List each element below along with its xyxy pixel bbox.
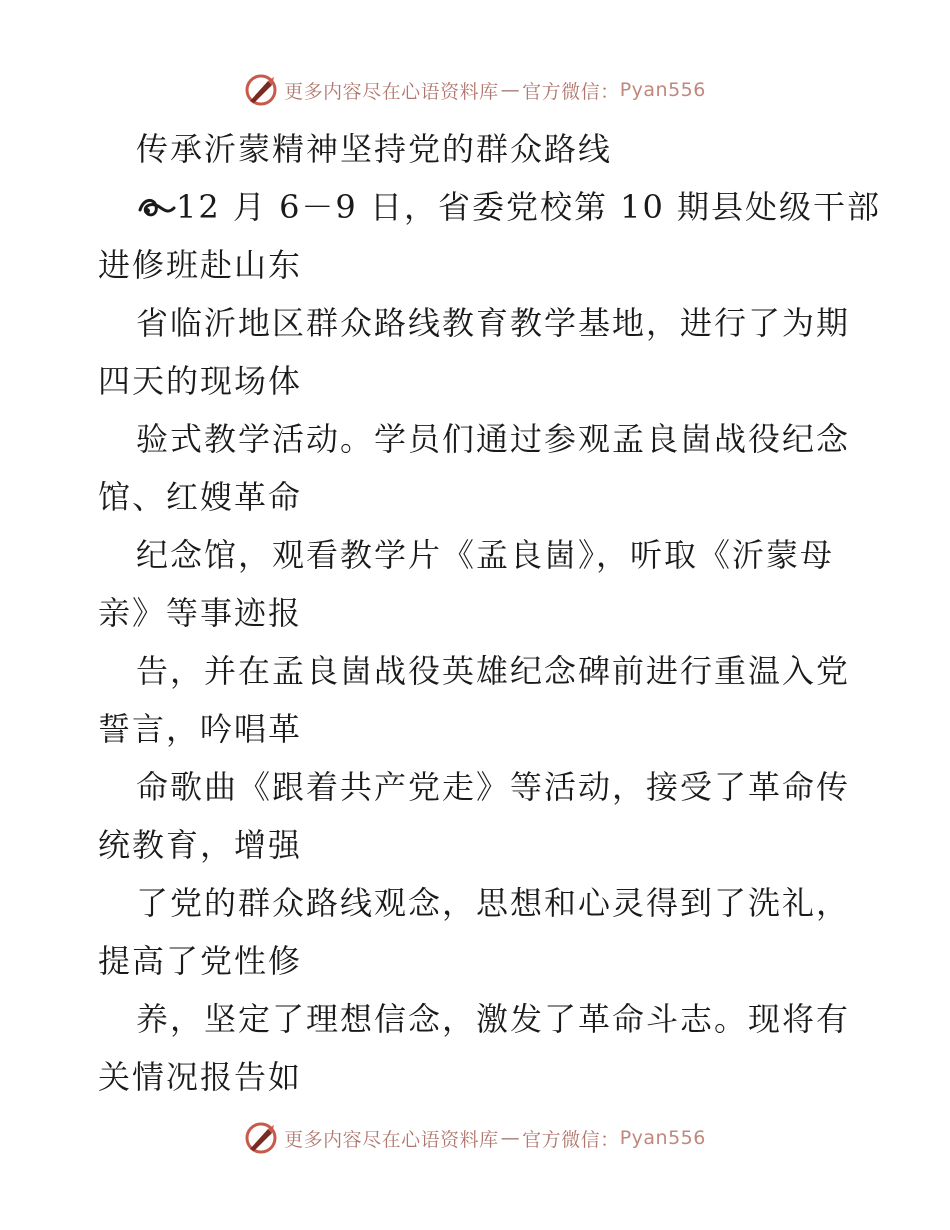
paragraph-line: 养，坚定了理想信念，激发了革命斗志。现将有	[136, 1000, 851, 1038]
paragraph-line: 亲》等事迹报	[98, 594, 303, 632]
paragraph-line: 统教育，增强	[98, 826, 303, 864]
watermark-label: 官方微信：	[522, 80, 620, 103]
paragraph-line: 誓言，吟唱革	[98, 710, 303, 748]
flourish-bullet-icon	[136, 192, 176, 222]
watermark-label: 官方微信：	[522, 1128, 620, 1151]
watermark-text: 更多内容尽在心语资料库	[284, 80, 499, 103]
watermark-id: Pyan556	[619, 1127, 706, 1149]
document-title: 传承沂蒙精神坚持党的群众路线	[136, 130, 613, 168]
paragraph-line: 提高了党性修	[98, 942, 303, 980]
watermark-text: 更多内容尽在心语资料库	[284, 1128, 499, 1151]
paragraph-line: 省临沂地区群众路线教育教学基地，进行了为期	[136, 304, 851, 342]
quill-logo-icon	[244, 73, 278, 107]
watermark-id: Pyan556	[619, 79, 706, 101]
watermark-dash: —	[500, 1127, 521, 1149]
paragraph-line: 纪念馆，观看教学片《孟良崮》，听取《沂蒙母	[136, 536, 835, 574]
footer-watermark	[0, 1118, 950, 1158]
paragraph-line: 关情况报告如	[98, 1058, 303, 1096]
quill-logo-icon	[244, 1121, 278, 1155]
header-watermark	[0, 70, 950, 110]
paragraph-line	[98, 178, 882, 236]
paragraph-line-text: 12 月 6－9 日，省委党校第 10 期县处级干部	[176, 188, 882, 226]
paragraph-line: 命歌曲《跟着共产党走》等活动，接受了革命传	[136, 768, 851, 806]
paragraph-line: 验式教学活动。学员们通过参观孟良崮战役纪念	[136, 420, 851, 458]
paragraph-line: 了党的群众路线观念，思想和心灵得到了洗礼，	[136, 884, 851, 922]
watermark-dash: —	[500, 79, 521, 101]
document-body	[98, 120, 882, 1106]
paragraph-line: 进修班赴山东	[98, 246, 303, 284]
paragraph-line: 告，并在孟良崮战役英雄纪念碑前进行重温入党	[136, 652, 851, 690]
paragraph-line: 馆、红嫂革命	[98, 478, 303, 516]
paragraph-line: 四天的现场体	[98, 362, 303, 400]
